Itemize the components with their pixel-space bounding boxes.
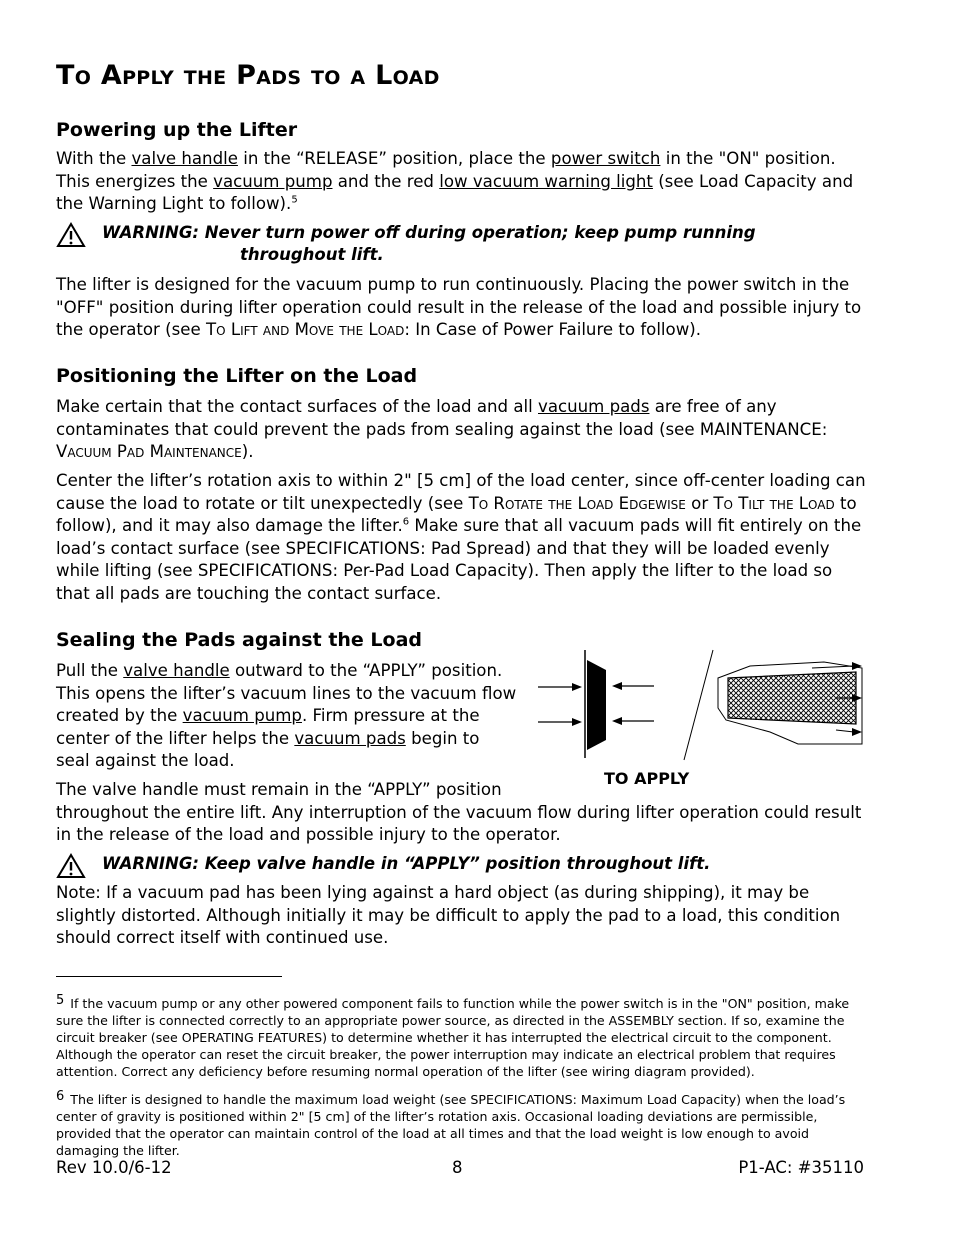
section-heading-positioning: Positioning the Lifter on the Load	[56, 365, 418, 387]
footnote-ref-5[interactable]: 5	[291, 194, 298, 206]
section-heading-sealing: Sealing the Pads against the Load	[56, 629, 423, 651]
footnote-ref-6[interactable]: 6	[402, 516, 410, 528]
term-vacuum-pump: vacuum pump	[213, 171, 333, 191]
page-title: To Apply the Pads to a Load	[56, 60, 440, 91]
section-heading-powering: Powering up the Lifter	[56, 119, 298, 141]
cross-reference: To Rotate the Load Edgewise	[468, 493, 686, 513]
term-low-vacuum-warning-light: low vacuum warning light	[439, 171, 653, 191]
term-power-switch: power switch	[550, 149, 661, 168]
footer-revision: Rev 10.0/6-12	[56, 1158, 172, 1177]
arrow-line	[836, 730, 854, 732]
cross-reference: To Tilt the Load	[713, 493, 835, 513]
footer-page-number: 8	[452, 1158, 463, 1177]
footnote-5: 5 If the vacuum pump or any other powered component fails to function while the power switch is in the "ON" position, make sure the lifter is connected correctly to an appropriate power source, as directed in the ASSEMBLY section. If so, examine the circuit breaker (see OPERATING FEATURES) to determine whether it has interrupted the electrical circuit to the component. Although the operator can reset the circuit breaker, the power interruption may indicate an electrical problem that requires attention. Correct any deficiency before resuming normal operation of the lifter (see wiring diagram provided).	[56, 993, 850, 1079]
arrow-line	[812, 666, 854, 668]
sealing-paragraph-2: The valve handle must remain in the “APPLY” position throughout the entire lift. Any interruption of the vacuum flow during lifter operation could result in the release of the load and possible injury to the operator.	[56, 780, 862, 844]
warning-valve-handle-text: WARNING: Keep valve handle in “APPLY” position throughout lift.	[102, 854, 711, 873]
footer-model: P1-AC: #35110	[738, 1158, 864, 1177]
warning-triangle-icon	[56, 853, 86, 879]
positioning-paragraph-1: Make certain that the contact surfaces of the load and all vacuum pads are free of any contaminates that could prevent the pads from sealing against the load (see MAINTENANCE: Vacuum Pad Maintenance).	[56, 397, 828, 461]
warning-triangle-icon	[56, 222, 86, 248]
powering-paragraph-1: With the valve handle in the “RELEASE” position, place the power switch in the "ON" position. This energizes the vacuum pump and the red low vacuum warning light (see Load Capacity and the Warning Light to follow).$^5$	[56, 149, 854, 213]
figure-caption: TO APPLY	[604, 769, 690, 788]
term-vacuum-pads: vacuum pads	[538, 397, 650, 416]
term-vacuum-pump: vacuum pump	[182, 706, 302, 725]
term-valve-handle: valve handle	[123, 661, 230, 680]
positioning-paragraph-2: Center the lifter’s rotation axis to within 2" [5 cm] of the load center, since off-center loading can cause the load to rotate or tilt unexpectedly (see To Rotate the Load Edgewise or To Tilt the Load to follow), and it may also damage the lifter.$^6$ Make sure that all vacuum pads will fit entirely on the load’s contact surface (see SPECIFICATIONS: Pad Spread) and that they will be loaded evenly while lifting (see SPECIFICATIONS: Per-Pad Load Capacity). Then apply the lifter to the load so that all pads are touching the contact surface.	[56, 471, 866, 603]
apply-pads-figure	[536, 648, 866, 793]
warning-valve-handle	[56, 853, 864, 879]
warning-power-text: WARNING: Never turn power off during operation; keep pump running	[102, 223, 756, 242]
sealing-paragraph-1: Pull the valve handle outward to the “APPLY” position. This opens the lifter’s vacuum lines to the vacuum flow created by the vacuum pump. Firm pressure at the center of the lifter helps the vacuum pads begin to seal against the load.	[56, 661, 517, 770]
footnote-6: 6 The lifter is designed to handle the maximum load weight (see SPECIFICATIONS: Maximum Load Capacity) when the load’s center of gravity is positioned within 2" [5 cm] of the lifter’s rotation axis. Occasional loading deviations are permissible, provided that the operator can maintain control of the load at all times and that the load weight is low enough to avoid damaging the lifter.	[56, 1089, 846, 1158]
footnote-divider	[56, 976, 282, 977]
term-valve-handle: valve handle	[131, 149, 238, 168]
note-paragraph: Note: If a vacuum pad has been lying against a hard object (as during shipping), it may be slightly distorted. Although initially it may be difficult to apply the pad to a load, this condition should correct itself with continued use.	[56, 883, 841, 947]
term-vacuum-pads: vacuum pads	[294, 728, 406, 748]
powering-paragraph-2: The lifter is designed for the vacuum pump to run continuously. Placing the power switch in the "OFF" position during lifter operation could result in the release of the load and possible injury to the operator (see To Lift and Move the Load: In Case of Power Failure to follow).	[56, 275, 862, 339]
vacuum-pad-shape	[587, 660, 606, 750]
warning-power	[56, 222, 864, 268]
figure-divider-line	[684, 650, 713, 760]
cross-reference: To Lift and Move the Load	[205, 320, 405, 339]
cross-reference: Vacuum Pad Maintenance	[56, 442, 242, 461]
warning-power-text-2: throughout lift.	[240, 245, 384, 264]
